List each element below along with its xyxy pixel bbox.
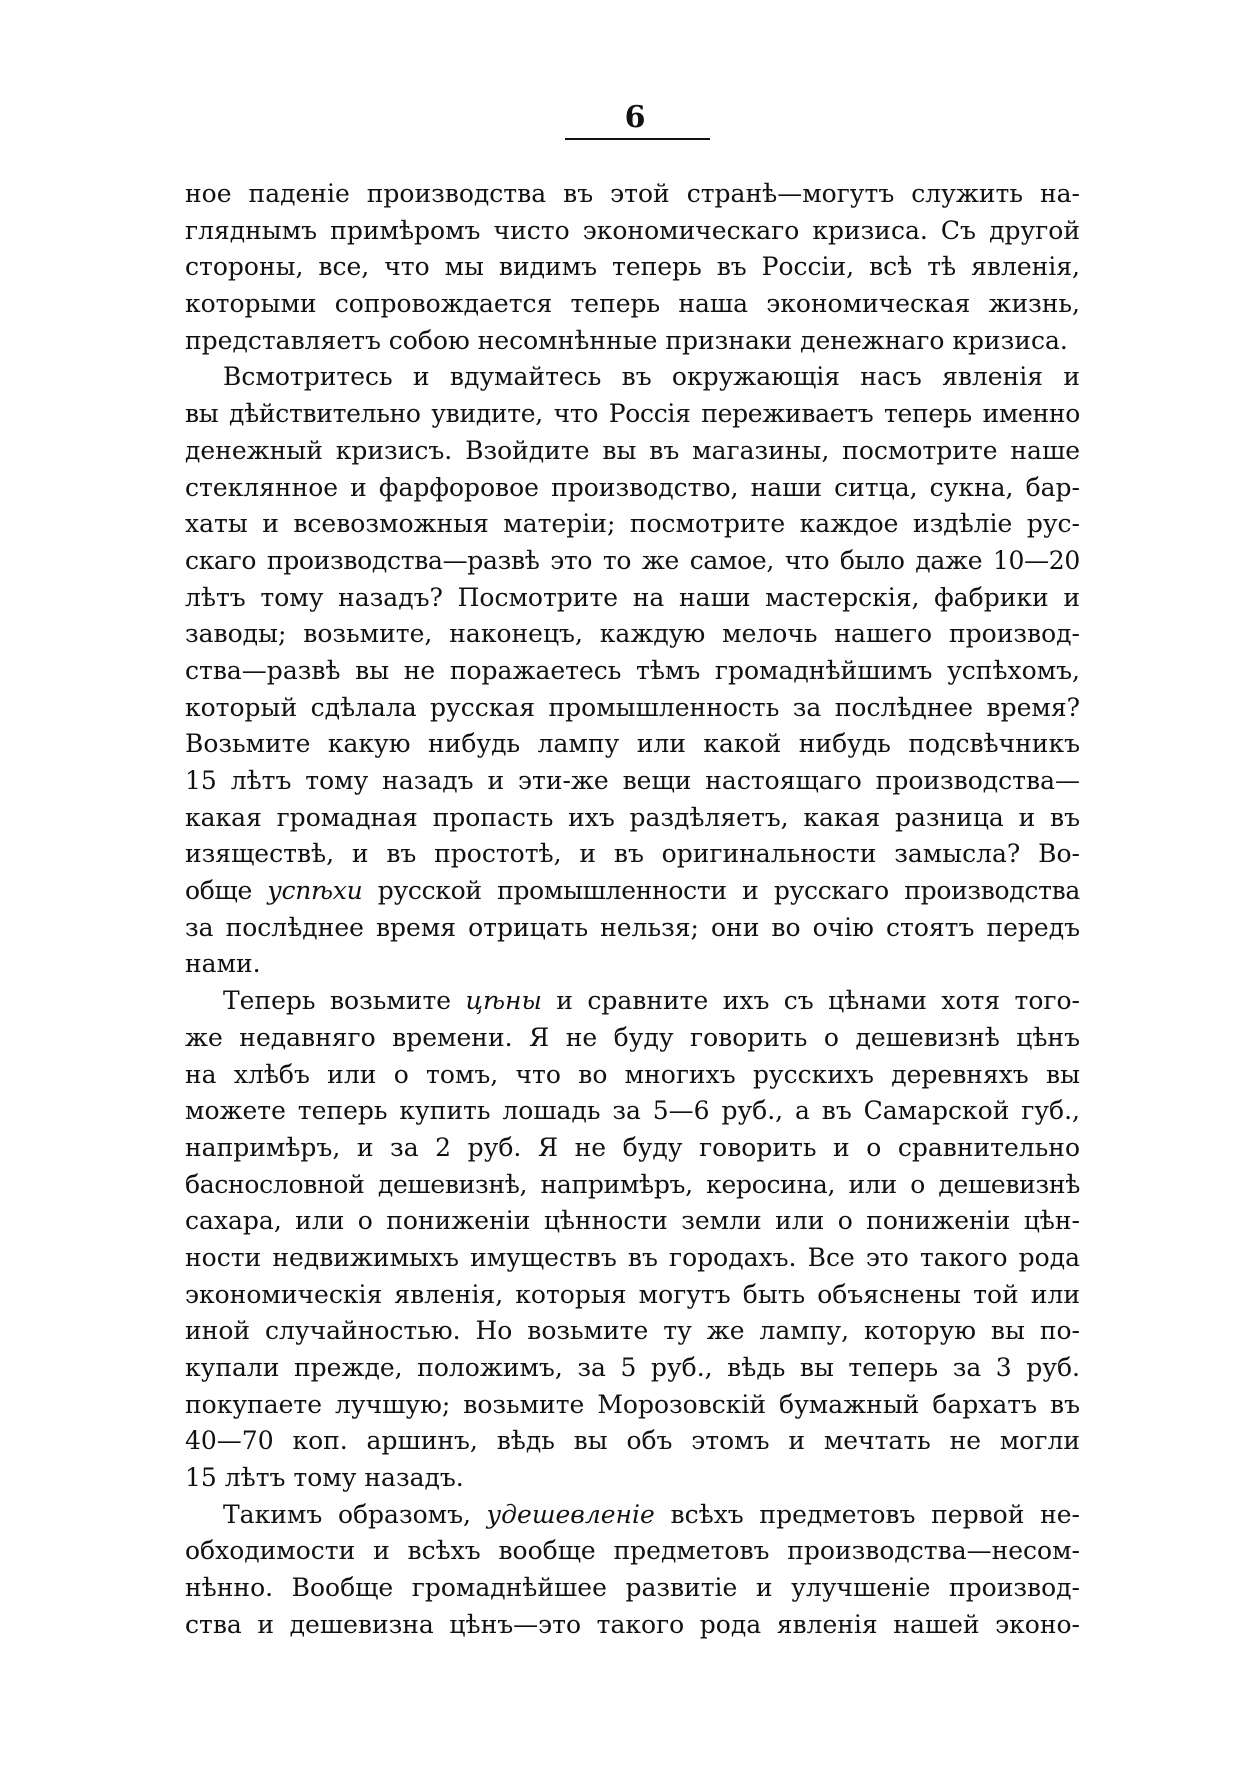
text-line: купали прежде, положимъ, за 5 руб., вѣдь вы теперь за 3 руб. <box>185 1353 1080 1382</box>
page-number-rule <box>565 138 710 140</box>
text-line: покупаете лучшую; возьмите Морозовскій бумажный бархатъ въ <box>185 1389 1080 1419</box>
text-fragment: Теперь возьмите <box>223 986 466 1016</box>
text-line: обходимости и всѣхъ вообще предметовъ производства—несом- <box>185 1536 1080 1566</box>
text-line: изяществѣ, и въ простотѣ, и въ оригинальности замысла? Во- <box>185 839 1080 869</box>
text-line: нами. <box>185 949 261 979</box>
text-line: 15 лѣтъ тому назадъ и эти-же вещи настоящаго производства— <box>185 766 1080 795</box>
text-line: ства и дешевизна цѣнъ—это такого рода явленія нашей эконо- <box>185 1609 1080 1639</box>
text-line: на хлѣбъ или о томъ, что во многихъ русскихъ деревняхъ вы <box>185 1059 1080 1089</box>
text-line: ности недвижимыхъ имуществъ въ городахъ. Все это такого рода <box>185 1242 1080 1272</box>
text-line: Всмотритесь и вдумайтесь въ окружающія насъ явленія и <box>223 362 1080 392</box>
text-line: за послѣднее время отрицать нельзя; они во очію стоятъ передъ <box>185 912 1080 942</box>
text-fragment: Такимъ образомъ, <box>223 1499 487 1529</box>
text-line: который сдѣлала русская промышленность за послѣднее время? <box>185 692 1080 722</box>
text-line: денежный кризисъ. Взойдите вы въ магазины, посмотрите наше <box>185 435 1080 465</box>
emphasis: цѣны <box>465 986 542 1016</box>
text-line: Возьмите какую нибудь лампу или какой нибудь подсвѣчникъ <box>185 729 1080 759</box>
text-line: ное паденіе производства въ этой странѣ—могутъ служить на- <box>185 179 1080 208</box>
text-line: гляднымъ примѣромъ чисто экономическаго кризиса. Съ другой <box>185 215 1080 245</box>
text-fragment: и сравните ихъ съ цѣнами хотя того- <box>541 986 1081 1016</box>
text-line: которыми сопровождается теперь наша экономическая жизнь, <box>185 289 1080 319</box>
text-line: сахара, или о пониженіи цѣнности земли или о пониженіи цѣн- <box>185 1206 1080 1236</box>
body-text <box>185 176 1080 1644</box>
text-line: же недавняго времени. Я не буду говорить о дешевизнѣ цѣнъ <box>185 1022 1080 1052</box>
text-line: какая громадная пропасть ихъ раздѣляетъ, какая разница и въ <box>185 802 1080 832</box>
text-line <box>185 873 1080 910</box>
text-line: 15 лѣтъ тому назадъ. <box>185 1463 464 1493</box>
text-line: нѣнно. Вообще громаднѣйшее развитіе и улучшеніе производ- <box>185 1573 1080 1603</box>
text-line: экономическія явленія, которыя могутъ быть объяснены той или <box>185 1279 1080 1309</box>
text-line <box>185 1497 1080 1534</box>
emphasis: успѣхи <box>267 876 363 906</box>
text-line <box>185 983 1080 1020</box>
text-fragment: русской промышленности и русскаго производства <box>362 876 1080 906</box>
text-line: можете теперь купить лошадь за 5—6 руб., а въ Самарской губ., <box>185 1096 1080 1126</box>
text-line: лѣтъ тому назадъ? Посмотрите на наши мастерскія, фабрики и <box>185 582 1080 612</box>
emphasis: удешевленіе <box>486 1499 655 1529</box>
text-line: баснословной дешевизнѣ, напримѣръ, керосина, или о дешевизнѣ <box>185 1169 1080 1199</box>
text-line: вы дѣйствительно увидите, что Россія переживаетъ теперь именно <box>185 399 1080 429</box>
text-line: заводы; возьмите, наконецъ, каждую мелочь нашего производ- <box>185 619 1080 649</box>
text-line: представляетъ собою несомнѣнные признаки денежнаго кризиса. <box>185 325 1068 355</box>
text-line: стеклянное и фарфоровое производство, наши ситца, сукна, бар- <box>185 472 1080 502</box>
text-line: стороны, все, что мы видимъ теперь въ Россіи, всѣ тѣ явленія, <box>185 252 1080 282</box>
text-line: скаго производства—развѣ это то же самое, что было даже 10—20 <box>185 545 1080 575</box>
text-line: ства—развѣ вы не поражаетесь тѣмъ громаднѣйшимъ успѣхомъ, <box>185 655 1080 685</box>
text-line: хаты и всевозможныя матеріи; посмотрите каждое издѣліе рус- <box>185 509 1080 539</box>
text-line: иной случайностью. Но возьмите ту же лампу, которую вы по- <box>185 1316 1080 1346</box>
text-fragment: всѣхъ предметовъ первой не- <box>654 1499 1080 1529</box>
text-fragment: обще <box>185 876 268 906</box>
text-line: напримѣръ, и за 2 руб. Я не буду говорить и о сравнительно <box>185 1132 1080 1162</box>
text-line: 40—70 коп. аршинъ, вѣдь вы объ этомъ и мечтать не могли <box>185 1426 1080 1456</box>
page-number: 6 <box>624 100 646 135</box>
